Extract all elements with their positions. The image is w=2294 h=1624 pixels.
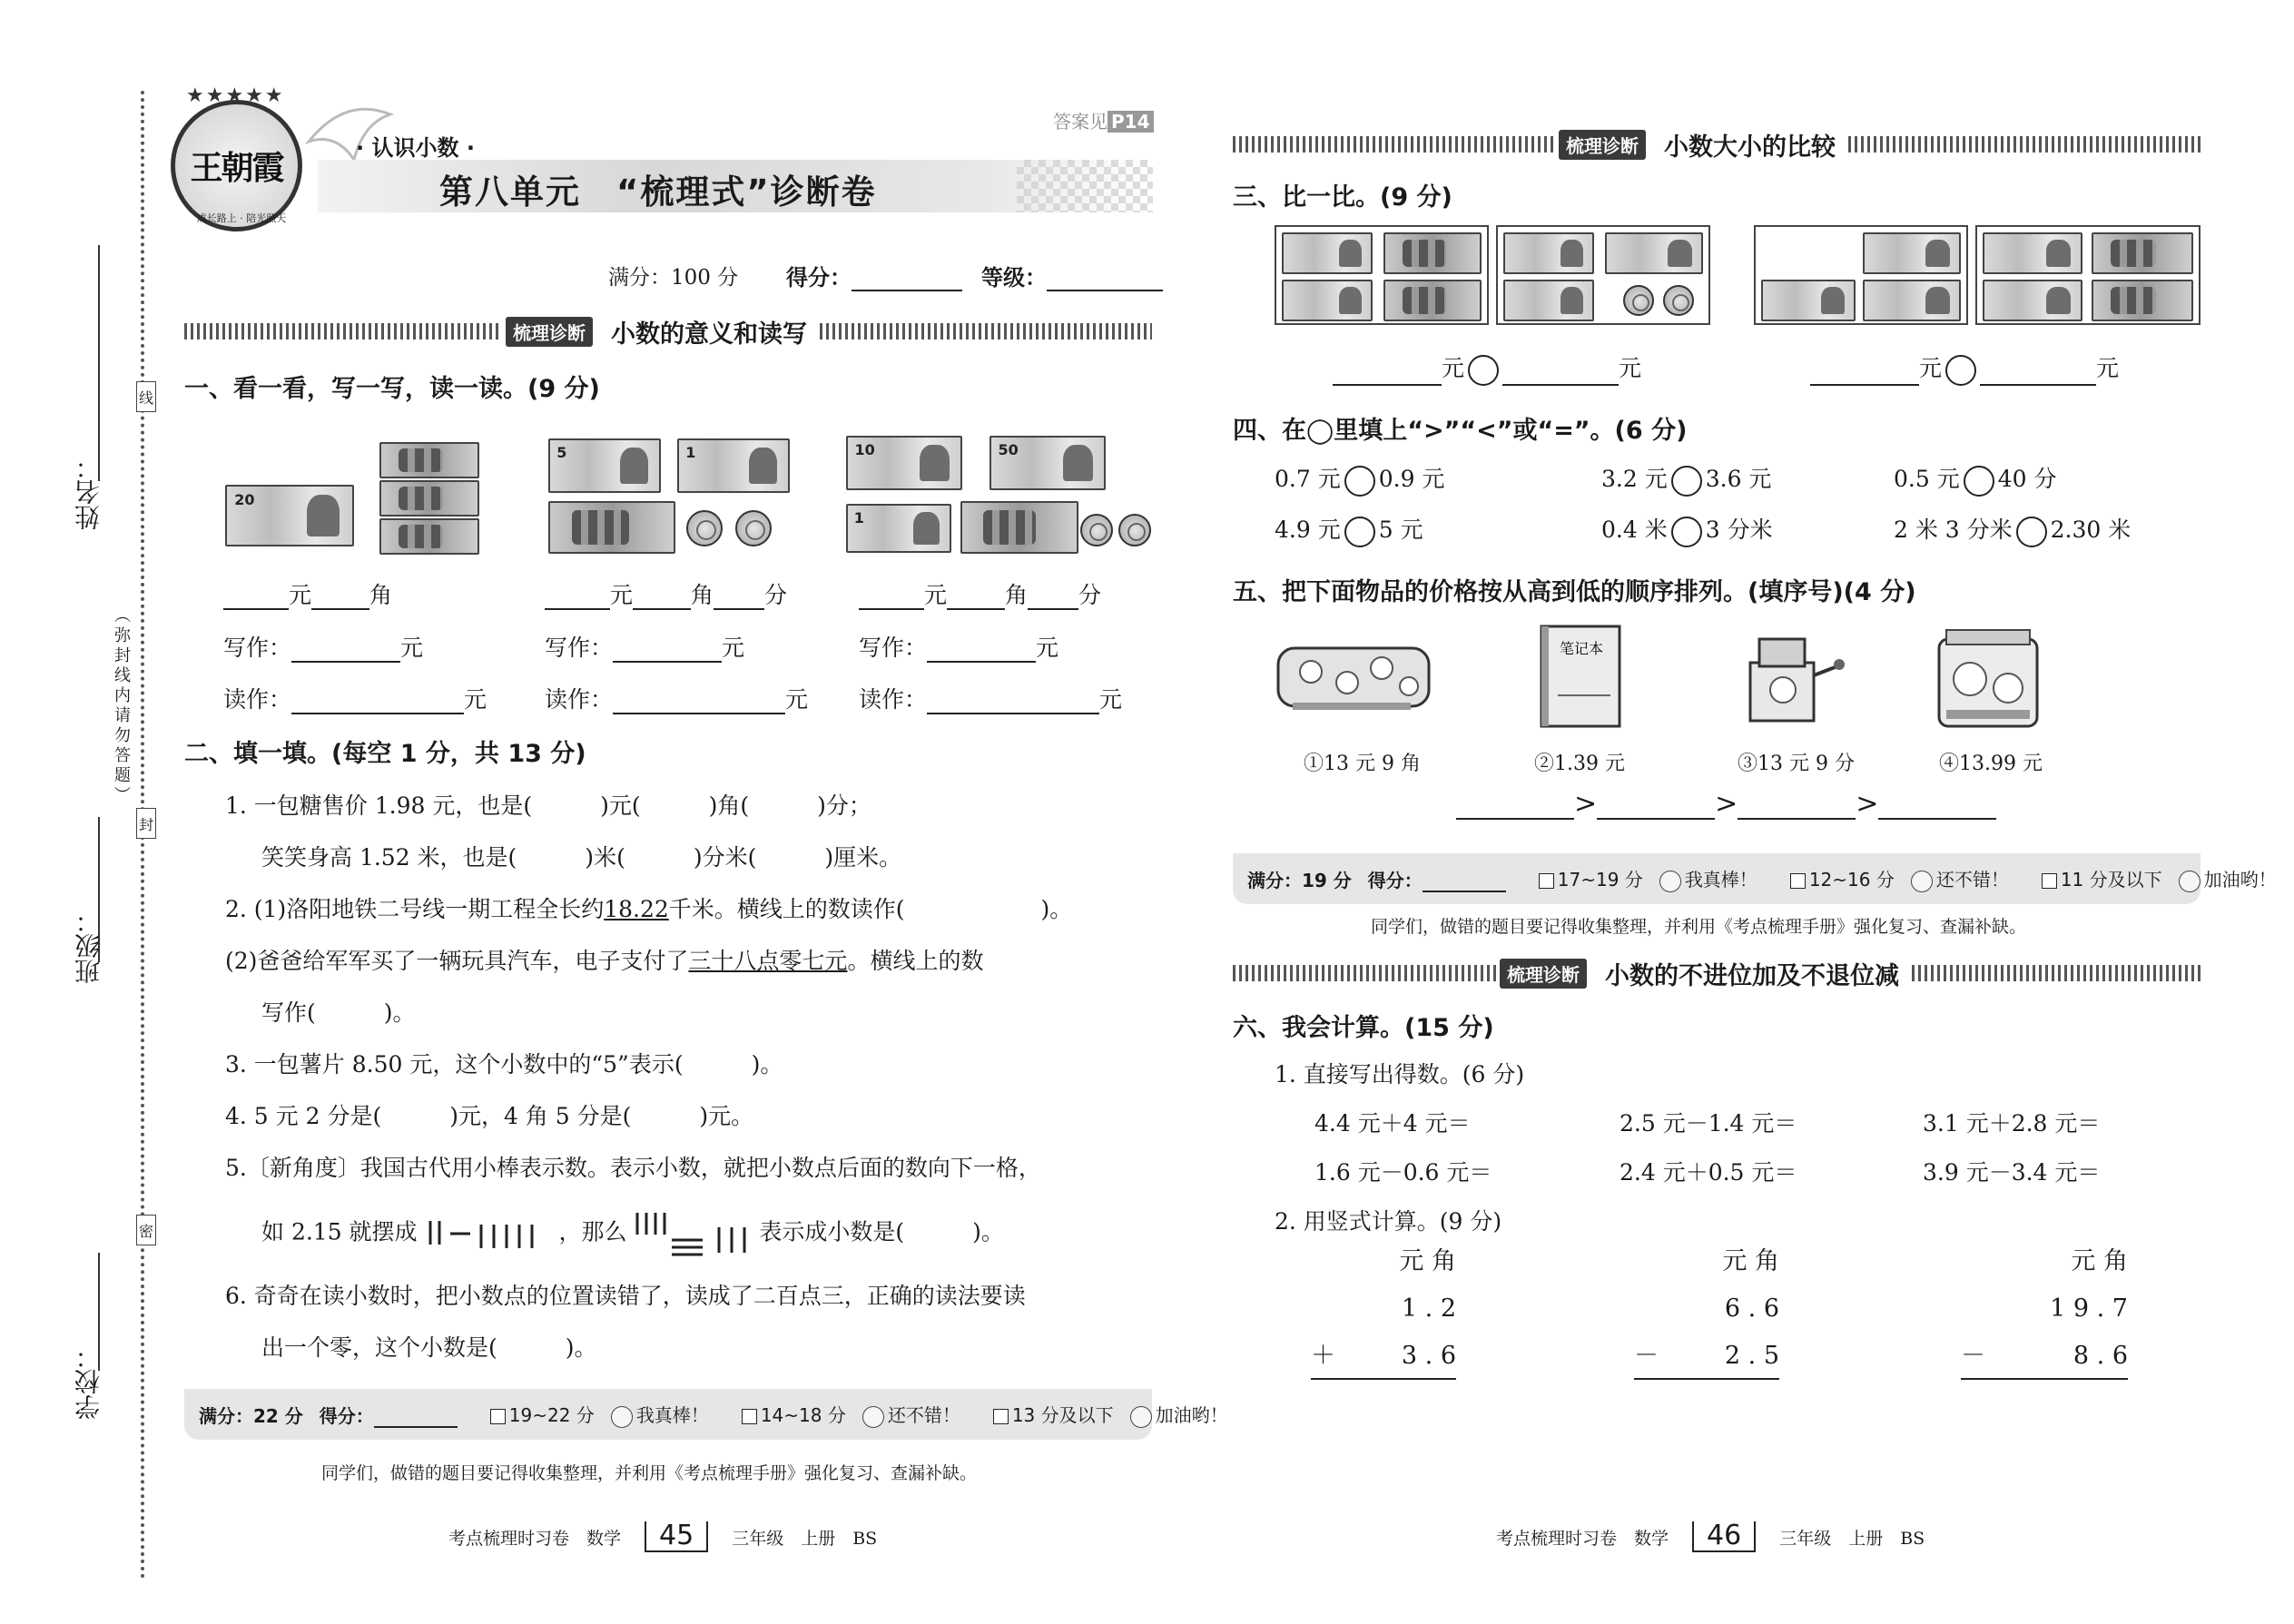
banknote-50: 50 [989, 436, 1106, 490]
blank[interactable] [291, 689, 464, 714]
name-line [98, 245, 100, 481]
review-note: 同学们，做错的题目要记得收集整理，并利用《考点梳理手册》强化复习、查漏补缺。 [321, 1463, 978, 1483]
section-header-1 [184, 316, 1152, 347]
q2-line-5b: 如 2.15 就摆成 ，那么 表示成小数是( )。 [261, 1211, 1004, 1256]
question-4-title: 四、在◯里填上“>”“<”或“=”。(6 分) [1233, 417, 1688, 445]
compare-circle[interactable] [1964, 466, 1994, 497]
seal-mark-seal: 封 [136, 808, 156, 839]
calc-3: 3.1 元＋2.8 元＝ [1923, 1110, 2101, 1137]
blank[interactable] [291, 637, 400, 663]
question-5-title: 五、把下面物品的价格按从高到低的顺序排列。(填序号)(4 分) [1233, 578, 1916, 606]
banknote-1: 1 [677, 438, 790, 493]
blank[interactable] [633, 585, 691, 610]
q2-line-2a: 2. (1)洛阳地铁二号线一期工程全长约18.22千米。横线上的数读作( )。 [225, 896, 1073, 922]
item-3-label: ③13 元 9 分 [1738, 753, 1855, 775]
q1-b-read: 读作： 元 [545, 686, 809, 713]
unit-subtitle: · 认识小数 · [356, 135, 475, 161]
blank[interactable] [545, 585, 610, 610]
logo-stars-icon: ★★★★★ [186, 84, 285, 107]
q2-line-6b: 出一个零，这个小数是( )。 [261, 1334, 597, 1361]
section-dots [1233, 965, 1496, 981]
section-title: 小数的意义和读写 [611, 320, 807, 349]
score-option-3[interactable]: 13 分及以下 加油哟！ [993, 1401, 1245, 1428]
q4-item-6: 2 米 3 分米 2.30 米 [1894, 512, 2131, 547]
binding-note: （弥封线内请勿答题） [112, 606, 131, 806]
coin-icon [686, 510, 723, 546]
seal-mark-line: 线 [136, 381, 156, 412]
blank[interactable] [714, 585, 764, 610]
question-6-title: 六、我会计算。(15 分) [1233, 1014, 1494, 1042]
notebook-icon [1536, 623, 1627, 732]
score-blank[interactable] [1423, 874, 1506, 892]
page-number: 45 [645, 1521, 708, 1552]
compare-row-1: 元 元 [1333, 350, 1641, 386]
section-badge: 梳理诊断 [1559, 130, 1646, 160]
footer-grade: 三年级 上册 BS [1779, 1528, 1925, 1549]
q4-item-5: 0.4 米 3 分米 [1601, 512, 1773, 547]
money-panel-4 [1975, 225, 2200, 325]
compare-circle[interactable] [2016, 517, 2047, 547]
q1-c-yuan-jiao-fen: 元 角 分 [859, 577, 1101, 610]
grade-field [981, 260, 1163, 291]
section-header-3 [1233, 958, 2204, 989]
smile-icon [1659, 871, 1681, 892]
name-label: 姓名： [74, 454, 103, 530]
section-dots [820, 323, 1152, 340]
coin-icon [1118, 514, 1151, 546]
logo-slogan: 成长路上 · 陪光照天 [196, 212, 287, 224]
section-badge: 梳理诊断 [506, 317, 593, 347]
score-field: 得分： [320, 1402, 474, 1428]
q2-line-1b: 笑笑身高 1.52 米，也是( )米( )分米( )厘米。 [261, 844, 902, 871]
item-2-label: ②1.39 元 [1534, 753, 1625, 775]
q1-b-write: 写作： 元 [545, 635, 745, 661]
score-blank[interactable] [852, 266, 962, 291]
banknote-old-3 [379, 518, 479, 555]
blank[interactable] [311, 585, 369, 610]
banknote-1-b: 1 [846, 504, 951, 553]
money-panel-1 [1275, 225, 1489, 325]
school-label: 学校： [74, 1343, 103, 1420]
section-badge: 梳理诊断 [1500, 959, 1587, 989]
vertical-calc-2: 元 角 6 . 6 － 2 . 5 [1634, 1238, 1779, 1380]
q6-sub-1: 1. 直接写出得数。(6 分) [1275, 1061, 1525, 1088]
question-1-title: 一、看一看，写一写，读一读。(9 分) [184, 375, 600, 403]
section-header-2 [1233, 129, 2204, 160]
coin-icon [1080, 514, 1113, 546]
order-answer: > > > [1456, 788, 1996, 820]
pencil-case-icon [1275, 635, 1434, 717]
blank[interactable] [1980, 360, 2096, 386]
page-number: 46 [1692, 1521, 1756, 1552]
grade-label: 等级： [981, 265, 1047, 290]
review-note: 同学们，做错的题目要记得收集整理，并利用《考点梳理手册》强化复习、查漏补缺。 [1371, 917, 2027, 937]
banknote-old-2 [379, 480, 479, 517]
footer-book: 考点梳理时习卷 数学 [1496, 1528, 1669, 1549]
q2-line-2c: 写作( )。 [261, 999, 416, 1026]
svg-text:笔记本: 笔记本 [1560, 640, 1604, 657]
section-title: 小数大小的比较 [1664, 133, 1836, 162]
q1-c-write: 写作： 元 [859, 635, 1059, 661]
q2-line-6a: 6. 奇奇在读小数时，把小数点的位置读错了，读成了二百点三，正确的读法要读 [225, 1283, 1026, 1309]
section-dots [1912, 965, 2204, 981]
banknote-20: 20 [225, 485, 354, 546]
grade-blank[interactable] [1047, 266, 1163, 291]
footer-right [1496, 1521, 1925, 1552]
score-blank[interactable] [374, 1410, 458, 1428]
smile-icon [611, 1406, 633, 1428]
pencil-sharpener-icon [1732, 630, 1850, 730]
q1-a-read: 读作： 元 [223, 686, 487, 713]
blank[interactable] [859, 585, 924, 610]
coin-icon [735, 510, 772, 546]
smile-icon [2179, 871, 2200, 892]
item-4-label: ④13.99 元 [1939, 753, 2043, 775]
vertical-calc-1: 元 角 1 . 2 ＋ 3 . 6 [1311, 1238, 1456, 1380]
full-score: 满分：19 分 [1247, 869, 1352, 891]
q4-item-4: 4.9 元 5 元 [1275, 512, 1423, 547]
question-3-title: 三、比一比。(9 分) [1233, 183, 1452, 212]
compare-circle[interactable] [1468, 355, 1499, 386]
answer-ref-page: P14 [1108, 111, 1154, 133]
section-title: 小数的不进位加及不退位减 [1605, 961, 1899, 990]
compare-circle[interactable] [1671, 517, 1702, 547]
blank[interactable] [947, 585, 1005, 610]
score-option-2[interactable]: 12~16 分 还不错！ [1790, 865, 2025, 892]
blank[interactable] [1456, 794, 1574, 820]
pencil-box-icon [1934, 626, 2043, 732]
score-field: 得分： [1368, 866, 1522, 892]
compare-circle[interactable] [1344, 517, 1375, 547]
compare-circle[interactable] [1945, 355, 1976, 386]
blank[interactable] [927, 689, 1099, 714]
compare-circle[interactable] [1344, 466, 1375, 497]
calc-5: 2.4 元＋0.5 元＝ [1620, 1159, 1797, 1186]
footer-book: 考点梳理时习卷 数学 [448, 1528, 622, 1549]
calc-4: 1.6 元－0.6 元＝ [1314, 1159, 1492, 1186]
score-label: 得分： [786, 265, 852, 290]
blank[interactable] [927, 637, 1036, 663]
smile-icon [1911, 871, 1933, 892]
footer-left [448, 1521, 877, 1552]
item-1-label: ①13 元 9 角 [1304, 753, 1421, 775]
class-label: 班级： [74, 908, 103, 984]
blank[interactable] [1333, 360, 1442, 386]
blank[interactable] [1738, 794, 1856, 820]
score-bar-left [184, 1389, 1228, 1440]
q1-c-read: 读作： 元 [859, 686, 1123, 713]
blank[interactable] [613, 689, 785, 714]
q2-line-5a: 5.〔新角度〕我国古代用小棒表示数。表示小数，就把小数点后面的数向下一格， [225, 1155, 1041, 1181]
q2-line-4: 4. 5 元 2 分是( )元，4 角 5 分是( )元。 [225, 1103, 754, 1129]
footer-grade: 三年级 上册 BS [732, 1528, 878, 1549]
banknote-5: 5 [548, 438, 661, 493]
calc-2: 2.5 元－1.4 元＝ [1620, 1110, 1797, 1137]
counting-rods-icon [634, 1211, 752, 1256]
smile-icon [862, 1406, 884, 1428]
q1-a-yuan-jiao: 元 角 [223, 577, 392, 610]
blank[interactable] [1810, 360, 1919, 386]
score-bar-right [1233, 853, 2277, 904]
full-score: 满分：22 分 [199, 1404, 303, 1427]
logo-text: 王朝霞 [190, 149, 283, 187]
answer-reference [1053, 107, 1154, 133]
counting-rods-icon [425, 1217, 552, 1250]
q6-sub-2: 2. 用竖式计算。(9 分) [1275, 1208, 1502, 1235]
q4-item-3: 0.5 元 40 分 [1894, 461, 2056, 497]
seal-mark-secret: 密 [136, 1215, 156, 1245]
blank[interactable] [1028, 585, 1078, 610]
compare-row-2: 元 元 [1810, 350, 2119, 386]
smile-icon [1130, 1406, 1152, 1428]
calc-6: 3.9 元－3.4 元＝ [1923, 1159, 2101, 1186]
blank[interactable] [1502, 360, 1619, 386]
section-dots [1233, 136, 1555, 153]
q2-line-3: 3. 一包薯片 8.50 元，这个小数中的“5”表示( )。 [225, 1051, 783, 1078]
money-panel-2 [1496, 225, 1710, 325]
score-option-3[interactable]: 11 分及以下 加油哟！ [2042, 865, 2293, 892]
section-dots [184, 323, 502, 340]
question-2-title: 二、填一填。(每空 1 分，共 13 分) [184, 740, 586, 768]
score-option-2[interactable]: 14~18 分 还不错！ [742, 1401, 977, 1428]
q1-a-write: 写作： 元 [223, 635, 424, 661]
q1-b-yuan-jiao-fen: 元 角 分 [545, 577, 787, 610]
calc-1: 4.4 元＋4 元＝ [1314, 1110, 1471, 1137]
money-panel-3 [1754, 225, 1968, 325]
blank[interactable] [613, 637, 722, 663]
q4-item-1: 0.7 元 0.9 元 [1275, 461, 1444, 497]
blank[interactable] [1878, 794, 1996, 820]
score-option-1[interactable]: 17~19 分 我真棒！ [1539, 865, 1774, 892]
blank[interactable] [1597, 794, 1715, 820]
blank[interactable] [223, 585, 289, 610]
vertical-calc-3: 元 角 1 9 . 7 － 8 . 6 [1961, 1238, 2128, 1380]
banknote-10: 10 [846, 436, 962, 490]
q4-item-2: 3.2 元 3.6 元 [1601, 461, 1771, 497]
score-field [786, 260, 962, 291]
page-title: 第八单元 “梳理式”诊断卷 [439, 172, 877, 212]
banknote-old-1 [379, 442, 479, 478]
answer-ref-label: 答案见 [1053, 111, 1108, 133]
q2-line-2b: (2)爸爸给军军买了一辆玩具汽车，电子支付了三十八点零七元。横线上的数 [225, 948, 984, 974]
banknote-old-5-jiao [548, 501, 675, 554]
q2-line-1a: 1. 一包糖售价 1.98 元，也是( )元( )角( )分； [225, 792, 871, 819]
full-score: 满分：100 分 [608, 266, 739, 290]
banknote-old-5-jiao-b [960, 501, 1078, 554]
section-dots [1848, 136, 2204, 153]
score-option-1[interactable]: 19~22 分 我真棒！ [490, 1401, 725, 1428]
compare-circle[interactable] [1671, 466, 1702, 497]
banner-pattern [1017, 160, 1153, 212]
